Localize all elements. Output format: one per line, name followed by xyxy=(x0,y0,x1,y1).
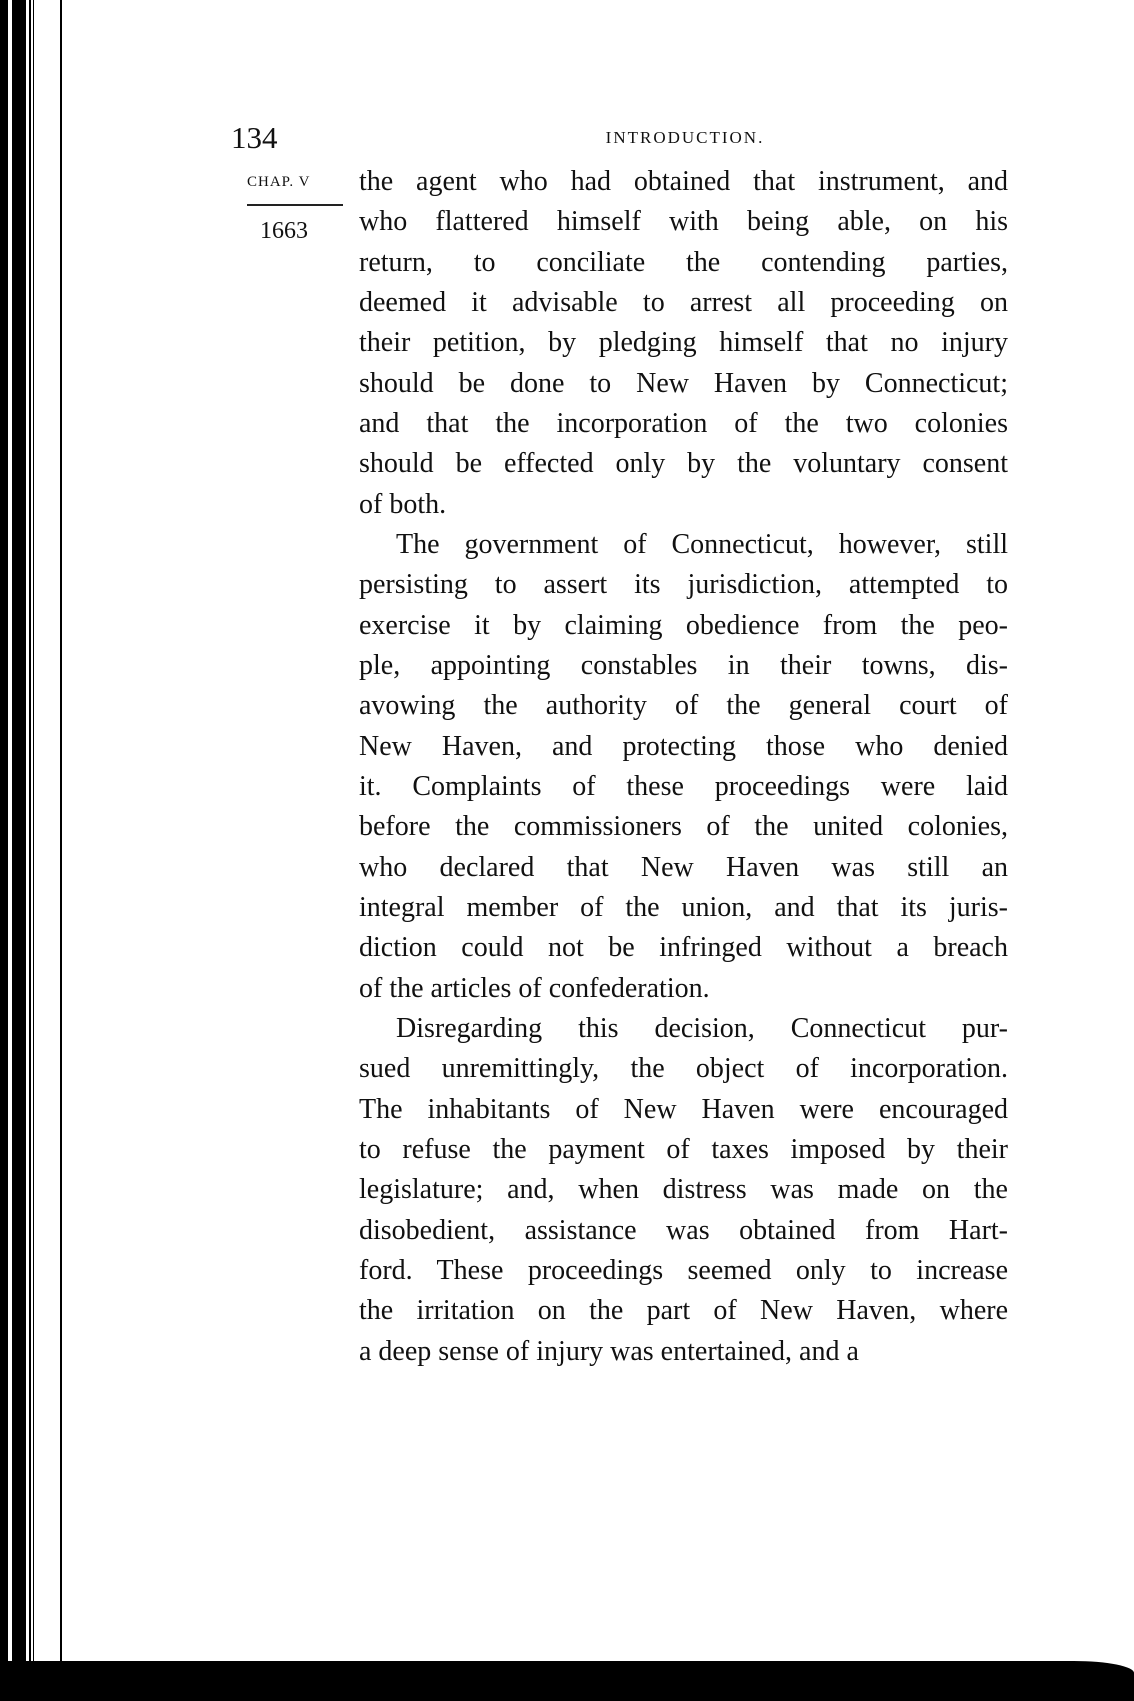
text-line: return, to conciliate the contending parties, xyxy=(359,246,1008,278)
text-line: a deep sense of injury was entertained, and a xyxy=(359,1335,859,1367)
body-text xyxy=(359,162,1008,1372)
text-line: the agent who had obtained that instrument, and xyxy=(359,166,1008,197)
text-line: deemed it advisable to arrest all proceeding on xyxy=(359,286,1008,318)
margin-rule xyxy=(247,204,343,206)
text-line: who declared that New Haven was still an xyxy=(359,851,1008,883)
text-line: of both. xyxy=(359,488,447,520)
text-line: legislature; and, when distress was made on the xyxy=(359,1174,1008,1206)
scan-bottom-edge xyxy=(0,1661,1134,1701)
text-line: integral member of the union, and that its juris- xyxy=(359,891,1008,923)
text-line: sued unremittingly, the object of incorporation. xyxy=(359,1053,1008,1085)
margin-chapter: CHAP. V xyxy=(247,174,311,190)
text-line: of the articles of confederation. xyxy=(359,972,710,1004)
text-line: exercise it by claiming obedience from the peo- xyxy=(359,609,1008,641)
scan-edge-line xyxy=(60,0,62,1701)
scan-edge-line xyxy=(29,0,31,1701)
text-line: avowing the authority of the general court of xyxy=(359,690,1008,722)
text-line: who flattered himself with being able, on his xyxy=(359,206,1008,238)
text-line: their petition, by pledging himself that no injury xyxy=(359,327,1008,359)
text-line: disobedient, assistance was obtained from Hart- xyxy=(359,1214,1008,1246)
scan-edge-line xyxy=(33,0,34,1701)
running-head: INTRODUCTION. xyxy=(605,128,765,147)
text-line: it. Complaints of these proceedings were laid xyxy=(359,770,1008,802)
text-line: The inhabitants of New Haven were encouraged xyxy=(359,1093,1008,1125)
page-number: 134 xyxy=(231,120,278,155)
text-line: ford. These proceedings seemed only to increase xyxy=(359,1254,1008,1286)
text-line: diction could not be infringed without a breach xyxy=(359,932,1008,964)
text-line: Disregarding this decision, Connecticut pur- xyxy=(396,1012,1008,1044)
text-line: to refuse the payment of taxes imposed by their xyxy=(359,1133,1008,1165)
text-line: should be done to New Haven by Connecticut; xyxy=(359,367,1008,399)
scan-edge-bar xyxy=(12,0,26,1701)
text-line: before the commissioners of the united colonies, xyxy=(359,811,1008,843)
text-line: and that the incorporation of the two colonies xyxy=(359,407,1008,439)
scan-edge-bar xyxy=(0,0,8,1701)
text-line: persisting to assert its jurisdiction, attempted to xyxy=(359,569,1008,601)
margin-year: 1663 xyxy=(260,218,308,244)
text-line: New Haven, and protecting those who denied xyxy=(359,730,1008,762)
text-line: ple, appointing constables in their towns, dis- xyxy=(359,649,1008,681)
text-line: The government of Connecticut, however, still xyxy=(396,528,1008,560)
text-line: the irritation on the part of New Haven, where xyxy=(359,1295,1008,1327)
text-line: should be effected only by the voluntary consent xyxy=(359,448,1008,480)
